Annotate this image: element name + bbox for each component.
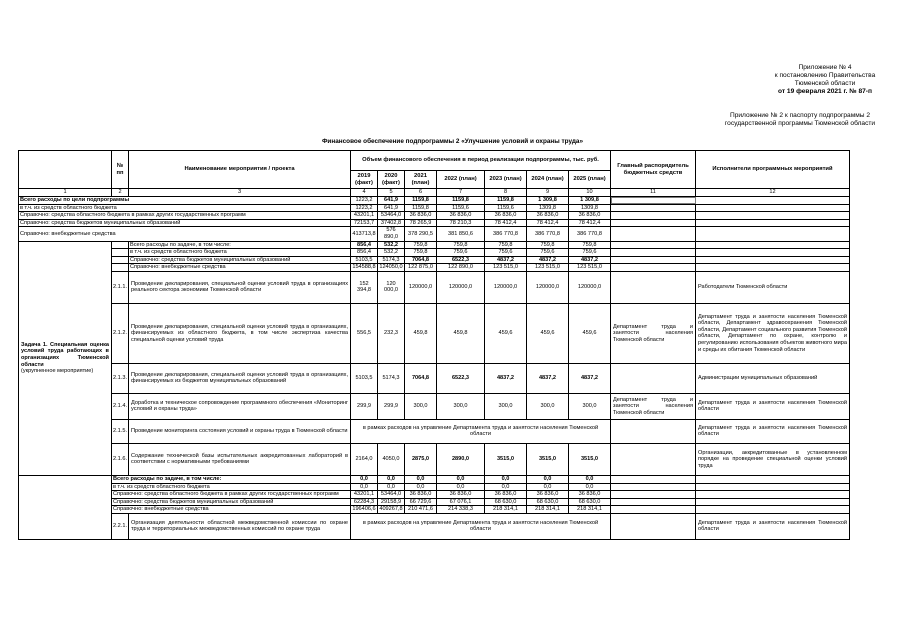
value-cell: 1159,6 [485,204,527,212]
value-cell: 0,0 [485,475,527,483]
value-cell: 759,8 [569,241,611,249]
measure-num: 2.1.4. [112,393,129,419]
value-cell: 0,0 [405,475,437,483]
value-cell: 123 515,0 [485,264,527,272]
column-number: 5 [378,189,405,197]
value-cell: 1309,8 [569,204,611,212]
value-cell: 37402,8 [378,219,405,227]
total-row-label: Справочно: средства областного бюджета в рамках других государственных программ [19,212,351,220]
value-cell: 124050,0 [379,264,403,271]
value-cell: 1223,2 [351,197,378,205]
measure-name: Организация деятельности областной межведомственной комиссии по охране труда и территориальных межведомственных комиссий по охране труда [129,513,351,539]
value-cell: 759,8 [405,249,437,257]
value-cell: 0,0 [437,475,485,483]
task2-summary-row [19,475,850,483]
task1-summary-row [19,256,850,264]
appendix-block-2 [705,112,895,128]
measure-num: 2.1.6. [112,443,129,475]
value-cell: 78 412,4 [485,219,527,227]
value-cell: 123 515,0 [569,264,611,272]
task1-row-label: в т.ч. из средств областного бюджета [129,249,351,257]
selected-cell [611,197,696,205]
measure-manager: Департамент труда и занятости населения Тюменской области [611,393,696,419]
value-cell: 2890,0 [437,443,485,475]
empty-cell [611,249,696,257]
measure-row [19,303,850,363]
measure-num: 2.1.5. [112,419,129,443]
column-number: 4 [351,189,378,197]
value-cell: 299,9 [378,393,405,419]
value-cell: 68 630,0 [527,498,569,506]
empty-cell [611,443,696,475]
value-cell: 641,9 [378,204,405,212]
measure-executor: Департамент труда и занятости населения Тюменской области [696,419,850,443]
value-cell: 36 836,0 [569,212,611,220]
value-cell: 459,8 [405,303,437,363]
empty-cell [611,491,696,499]
measure-executor: Департамент труда и занятости населения Тюменской области [696,393,850,419]
value-cell: 856,4 [351,241,378,249]
value-cell: 856,4 [351,249,378,257]
header-cell-blank [19,151,112,189]
measure-row [19,363,850,393]
task2-label-cell [19,475,112,539]
value-cell: 641,9 [378,197,405,205]
value-cell: 3515,0 [485,443,527,475]
task1-row-label: Справочно: средства бюджетов муниципальных образований [129,256,351,264]
measure-name: Проведение декларирования, специальной оценки условий труда в организациях реального сектора экономики Тюменской области [129,271,351,303]
value-cell: 459,8 [437,303,485,363]
header-year: 2022 (план) [437,171,485,189]
task2-summary-row [19,491,850,499]
value-cell: 78 412,4 [527,219,569,227]
header-volume: Объем финансового обеспечения в период реализации подпрограммы, тыс. руб. [351,151,611,171]
value-cell: 1223,2 [351,204,378,212]
measure-span-text: в рамках расходов на управление Департамента труда и занятости населения Тюменской области [351,513,611,539]
value-cell: 232,3 [378,303,405,363]
value-cell: 409267,8 [379,506,403,513]
task1-label [19,241,112,475]
task2-row-label: в т.ч. из средств областного бюджета [112,483,351,491]
header-year: 2021 (план) [405,171,437,189]
column-number: 11 [611,189,696,197]
value-cell: 0,0 [527,475,569,483]
value-cell: 4837,2 [527,363,569,393]
empty-cell [611,264,696,272]
value-cell: 0,0 [378,483,405,491]
task2-row-label: Справочно: средства областного бюджета в рамках других государственных программ [112,491,351,499]
value-cell: 386 770,8 [485,227,527,241]
measure-num: 2.1.2. [112,303,129,363]
empty-cell [611,419,696,443]
value-cell: 120 000,0 [378,271,405,303]
value-cell: 214 338,3 [437,506,485,514]
measure-executor: Работодатели Тюменской области [696,271,850,303]
value-cell: 36 836,0 [485,212,527,220]
task1-summary-row [19,241,850,249]
empty-cell [611,498,696,506]
value-cell: 154588,8 [352,264,376,271]
empty-cell [696,264,850,272]
value-cell: 300,0 [527,393,569,419]
measure-name: Проведение декларирования, специальной оценки условий труда в организациях, финансируемых из областного бюджета, в том числе экспертиза качества специальной оценки условий труда [129,303,351,363]
empty-cell [611,241,696,249]
value-cell: 1159,8 [485,197,527,205]
header-executors: Исполнители программных мероприятий [696,151,850,189]
value-cell: 53464,0 [378,491,405,499]
value-cell: 36 836,0 [569,491,611,499]
value-cell: 413713,8 [351,227,378,241]
value-cell: 36 836,0 [485,491,527,499]
value-cell: 378 290,5 [405,227,437,241]
appendix-line-5: Приложение № 2 к паспорту подпрограммы 2 [729,112,871,119]
value-cell: 759,6 [437,249,485,257]
task1-summary-row [19,249,850,257]
value-cell: 386 770,8 [569,227,611,241]
appendix-line-1: Приложение № 4 [798,64,852,71]
header-year: 2023 (план) [485,171,527,189]
value-cell: 0,0 [378,475,405,483]
value-cell: 759,6 [569,249,611,257]
column-number: 10 [569,189,611,197]
value-cell: 759,8 [405,241,437,249]
empty-cell [611,204,696,212]
value-cell: 459,6 [569,303,611,363]
measure-row [19,419,850,443]
value-cell: 7064,8 [405,256,437,264]
value-cell: 0,0 [527,483,569,491]
value-cell: 120000,0 [437,271,485,303]
empty-cell [611,271,696,303]
empty-cell [696,475,850,483]
total-row [19,197,850,205]
task2-row-label: Справочно: средства бюджетов муниципальных образований [112,498,351,506]
value-cell: 120000,0 [485,271,527,303]
appendix-line-6: государственной программы Тюменской области [724,120,876,127]
measure-row [19,393,850,419]
value-cell: 5103,5 [351,256,378,264]
total-row [19,204,850,212]
total-row [19,227,850,241]
value-cell: 123 515,0 [527,264,569,272]
value-cell: 43201,1 [351,212,378,220]
value-cell: 532,2 [378,249,405,257]
value-cell: 120000,0 [569,271,611,303]
value-cell: 36 836,0 [437,212,485,220]
value-cell: 0,0 [405,483,437,491]
column-number: 8 [485,189,527,197]
value-cell: 3515,0 [569,443,611,475]
task2-summary-row [19,483,850,491]
value-cell: 7064,8 [405,363,437,393]
value-cell: 5174,3 [378,256,405,264]
value-cell: 122 890,0 [437,264,485,272]
header-name: Наименование мероприятия / проекта [129,151,351,189]
empty-cell [611,475,696,483]
value-cell: 68 630,0 [485,498,527,506]
total-row-label: Всего расходы по цели подпрограммы [19,197,351,205]
task1-label-bold: Задача 1. Специальная оценка условий труда работающих в организациях Тюменской области [21,341,109,368]
value-cell: 218 314,1 [527,506,569,514]
value-cell: 759,6 [485,249,527,257]
empty-cell [112,256,129,264]
value-cell: 5174,3 [378,363,405,393]
value-cell: 3515,0 [527,443,569,475]
document-title: Финансовое обеспечение подпрограммы 2 «Улучшение условий и охраны труда» [321,138,584,145]
value-cell: 4837,2 [569,363,611,393]
header-num: № пп [112,151,129,189]
value-cell: 1309,8 [527,204,569,212]
value-cell: 43201,1 [351,491,378,499]
value-cell: 300,0 [485,393,527,419]
value-cell: 0,0 [569,483,611,491]
value-cell: 4837,2 [485,363,527,393]
empty-cell [112,264,129,272]
value-cell: 381 850,6 [437,227,485,241]
empty-cell [696,197,850,205]
value-cell: 759,8 [437,241,485,249]
value-cell: 36 836,0 [527,212,569,220]
value-cell: 196406,6 [352,506,376,513]
empty-cell [696,249,850,257]
value-cell: 53464,0 [378,212,405,220]
column-number: 12 [696,189,850,197]
value-cell: 29158,9 [378,498,405,506]
measure-name: Проведение мониторинга состояния условий и охраны труда в Тюменской области [129,419,351,443]
value-cell: 386 770,8 [527,227,569,241]
total-row-label: Справочно: внебюджетные средства [19,227,351,241]
measure-executor: Департамент труда и занятости населения Тюменской области, Департамент здравоохранения Тюменской области, Департамент социального развития Тюменской области, Департамент по охране, контролю и регулированию использования объектов животного мира и среды их обитания Тюменской области [696,303,850,363]
measure-executor: Департамент труда и занятости населения Тюменской области [696,513,850,539]
value-cell: 300,0 [405,393,437,419]
total-row [19,212,850,220]
column-number-row [19,189,850,197]
header-manager: Главный распорядитель бюджетных средств [611,151,696,189]
value-cell: 0,0 [485,483,527,491]
empty-cell [696,506,850,514]
total-row [19,219,850,227]
column-number: 7 [437,189,485,197]
empty-cell [696,483,850,491]
value-cell: 36 836,0 [527,491,569,499]
value-cell: 210 471,6 [405,506,437,514]
header-year: 2025 (план) [569,171,611,189]
task1-label-normal: (укрупненное мероприятие) [21,368,94,375]
task2-row-label: Справочно: внебюджетные средства [112,506,351,514]
task2-summary-row [19,506,850,514]
measure-name: Содержание технической базы испытательных аккредитованных лабораторий в соответствии с нормативными требованиями [129,443,351,475]
empty-cell [611,256,696,264]
total-row-label: Справочно: средства бюджетов муниципальных образований [19,219,351,227]
measure-executor: Организации, аккредитованные в установленном порядке на проведение специальной оценки условий труда [696,443,850,475]
measure-num: 2.2.1. [112,513,129,539]
value-cell: 1159,6 [437,204,485,212]
task1-row-label: Всего расходы по задаче, в том числе: [129,241,351,249]
empty-cell [611,219,696,227]
value-cell: 0,0 [351,483,378,491]
value-cell: 72153,7 [351,219,378,227]
value-cell: 68 630,0 [569,498,611,506]
value-cell: 6522,3 [437,363,485,393]
value-cell: 78 412,4 [569,219,611,227]
column-number: 3 [129,189,351,197]
empty-cell [611,506,696,514]
value-cell: 152 394,8 [351,271,378,303]
measure-row [19,443,850,475]
task2-row-label: Всего расходы по задаче, в том числе: [112,475,351,483]
value-cell: 0,0 [351,475,378,483]
header-year: 2020 (факт) [378,171,405,189]
value-cell: 36 836,0 [405,212,437,220]
appendix-line-4: от 19 февраля 2021 г. № 87-п [777,88,872,95]
header-year: 2019 (факт) [351,171,378,189]
total-row-label: в т.ч. из средств областного бюджета [19,204,351,212]
empty-cell [696,491,850,499]
empty-cell [611,483,696,491]
measure-num: 2.1.3. [112,363,129,393]
measure-manager: Департамент труда и занятости населения Тюменской области [611,303,696,363]
value-cell: 1 309,8 [527,197,569,205]
value-cell: 36 836,0 [405,491,437,499]
measure-num: 2.1.1. [112,271,129,303]
value-cell: 4050,0 [378,443,405,475]
empty-cell [112,249,129,257]
empty-cell [696,204,850,212]
value-cell: 4837,2 [527,256,569,264]
empty-cell [696,219,850,227]
value-cell: 66 729,6 [405,498,437,506]
measure-span-text: в рамках расходов на управление Департамента труда и занятости населения Тюменской области [351,419,611,443]
value-cell: 556,5 [351,303,378,363]
value-cell: 459,6 [527,303,569,363]
value-cell: 759,8 [527,241,569,249]
appendix-line-2: к постановлению Правительства [774,72,876,79]
value-cell: 759,6 [527,249,569,257]
measure-executor: Администрации муниципальных образований [696,363,850,393]
value-cell: 1159,8 [405,204,437,212]
value-cell: 2875,0 [405,443,437,475]
value-cell: 300,0 [437,393,485,419]
value-cell: 4837,2 [569,256,611,264]
value-cell: 122 875,0 [405,264,437,272]
value-cell: 6522,3 [437,256,485,264]
empty-cell [696,227,850,241]
column-number: 2 [112,189,129,197]
empty-cell [696,498,850,506]
value-cell: 78 210,3 [437,219,485,227]
value-cell: 0,0 [569,475,611,483]
column-number: 6 [405,189,437,197]
value-cell: 62284,3 [351,498,378,506]
empty-cell [611,227,696,241]
value-cell: 759,8 [485,241,527,249]
column-number: 1 [19,189,112,197]
value-cell: 5103,5 [351,363,378,393]
value-cell: 1 309,8 [569,197,611,205]
empty-cell [611,363,696,393]
header-year: 2024 (план) [527,171,569,189]
value-cell: 1159,8 [405,197,437,205]
value-cell: 299,9 [351,393,378,419]
value-cell: 36 836,0 [437,491,485,499]
value-cell: 576 890,0 [378,227,405,241]
task2-summary-row [19,498,850,506]
column-number: 9 [527,189,569,197]
empty-cell [611,513,696,539]
appendix-block [750,64,900,96]
empty-cell [696,212,850,220]
value-cell: 218 314,1 [485,506,527,514]
value-cell: 4837,2 [485,256,527,264]
task1-row-label: Справочно: внебюджетные средства [129,264,351,272]
value-cell: 218 314,1 [569,506,611,514]
measure-name: Проведение декларирования, специальной оценки условий труда в организациях, финансируемых из бюджетов муниципальных образований [129,363,351,393]
value-cell: 2164,0 [351,443,378,475]
value-cell: 1159,8 [437,197,485,205]
measure-row [19,513,850,539]
value-cell: 532,2 [378,241,405,249]
value-cell: 300,0 [569,393,611,419]
empty-cell [696,256,850,264]
empty-cell [112,241,129,249]
empty-cell [696,241,850,249]
appendix-line-3: Тюменской области [794,80,856,87]
value-cell: 0,0 [437,483,485,491]
finance-table [18,150,850,540]
measure-name: Доработка и техническое сопровождение программного обеспечения «Мониторинг условий и охраны труда» [129,393,351,419]
task1-summary-row [19,264,850,272]
value-cell: 120000,0 [405,271,437,303]
value-cell: 78 265,9 [405,219,437,227]
header-row [19,151,850,171]
value-cell: 459,6 [485,303,527,363]
empty-cell [611,212,696,220]
measure-row [19,271,850,303]
value-cell: 120000,0 [527,271,569,303]
value-cell: 67 076,1 [437,498,485,506]
